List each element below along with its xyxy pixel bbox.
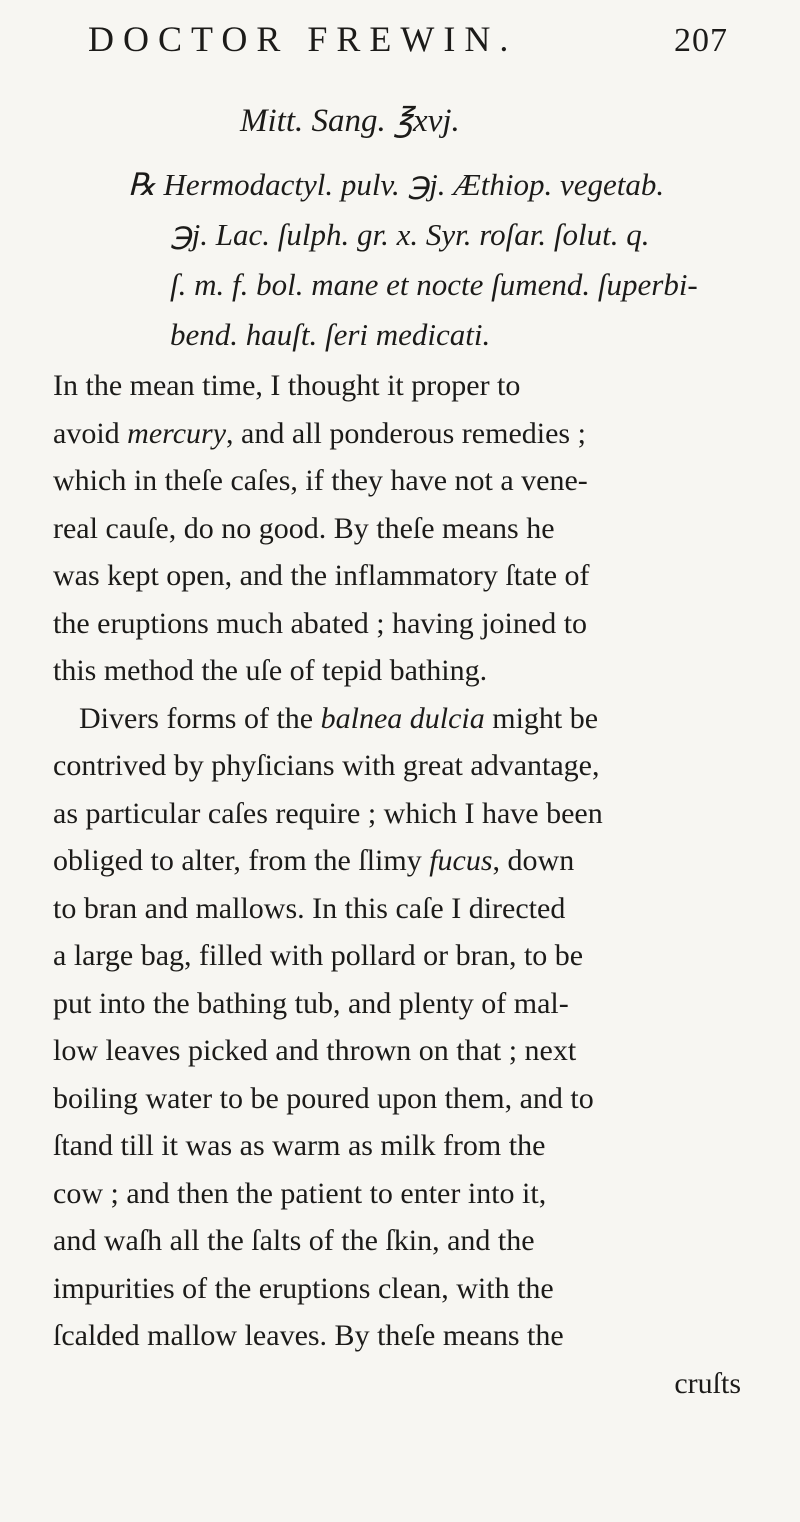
text-run: contrived by phyſicians with great advantage, xyxy=(53,749,600,782)
catchword: cruſts xyxy=(674,1366,741,1400)
prescription-header: Mitt. Sang. ℥xvj. xyxy=(240,103,460,139)
text-run: might be xyxy=(484,701,599,735)
prescription-line: ℞ Hermodactyl. pulv. ℈j. Æthiop. vegetab. xyxy=(128,167,665,202)
running-title: DOCTOR FREWIN. xyxy=(88,19,518,59)
text-line xyxy=(53,1170,763,1218)
text-line xyxy=(53,552,763,600)
page-number: 207 xyxy=(674,22,728,59)
text-run: , down xyxy=(492,844,575,877)
text-line xyxy=(53,1312,763,1360)
text-line xyxy=(53,410,763,458)
text-run: , and all ponderous remedies ; xyxy=(226,416,586,450)
text-line xyxy=(53,1122,763,1170)
text-run: impurities of the eruptions clean, with the xyxy=(53,1271,554,1305)
text-run: and waſh all the ſalts of the ſkin, and the xyxy=(53,1224,535,1257)
text-line xyxy=(53,790,763,838)
text-line xyxy=(53,742,763,790)
text-run: put into the bathing tub, and plenty of mal- xyxy=(53,986,569,1020)
text-run: was kept open, and the inflammatory ſtate of xyxy=(53,559,590,592)
text-run: a large bag, filled with pollard or bran, to be xyxy=(53,939,584,972)
text-run: avoid xyxy=(53,416,128,450)
text-line xyxy=(53,885,763,933)
body-text xyxy=(53,362,763,1407)
text-line xyxy=(53,1217,763,1265)
text-line xyxy=(53,980,763,1028)
text-line xyxy=(53,1265,763,1313)
text-run: Divers forms of the xyxy=(79,701,321,735)
italic-term: mercury xyxy=(127,416,227,450)
text-line xyxy=(53,695,763,743)
text-run: low leaves picked and thrown on that ; next xyxy=(53,1034,577,1067)
running-head xyxy=(88,18,728,68)
text-line xyxy=(53,1027,763,1075)
text-run: boiling water to be poured upon them, and to xyxy=(53,1081,594,1115)
text-run: real cauſe, do no good. By theſe means he xyxy=(53,511,555,545)
prescription-line: ℈j. Lac. ſulph. gr. x. Syr. roſar. ſolut. q. xyxy=(170,217,650,252)
text-run: as particular caſes require ; which I have been xyxy=(53,796,603,830)
text-run: which in theſe caſes, if they have not a vene- xyxy=(53,464,588,497)
text-line xyxy=(53,932,763,980)
text-run: this method the uſe of tepid bathing. xyxy=(53,654,488,687)
prescription-block xyxy=(128,160,728,360)
text-line xyxy=(53,600,763,648)
text-line xyxy=(53,505,763,553)
text-line xyxy=(53,457,763,505)
italic-term: balnea dulcia xyxy=(320,701,485,735)
text-run: In the mean time, I thought it proper to xyxy=(53,369,521,402)
text-line xyxy=(53,837,763,885)
italic-term: fucus xyxy=(429,844,493,877)
text-run: cow ; and then the patient to enter into it, xyxy=(53,1176,547,1210)
text-run: ſcalded mallow leaves. By theſe means the xyxy=(53,1319,564,1352)
prescription-line: ſ. m. f. bol. mane et nocte ſumend. ſuperbi- xyxy=(170,267,698,302)
prescription-line: bend. hauſt. ſeri medicati. xyxy=(170,317,491,352)
text-run: ſtand till it was as warm as milk from the xyxy=(53,1129,546,1162)
text-run: to bran and mallows. In this caſe I directed xyxy=(53,891,566,925)
text-run: the eruptions much abated ; having joined to xyxy=(53,606,588,640)
text-line xyxy=(53,647,763,695)
text-run: obliged to alter, from the ſlimy xyxy=(53,844,430,877)
text-line xyxy=(53,362,763,410)
text-line xyxy=(53,1075,763,1123)
